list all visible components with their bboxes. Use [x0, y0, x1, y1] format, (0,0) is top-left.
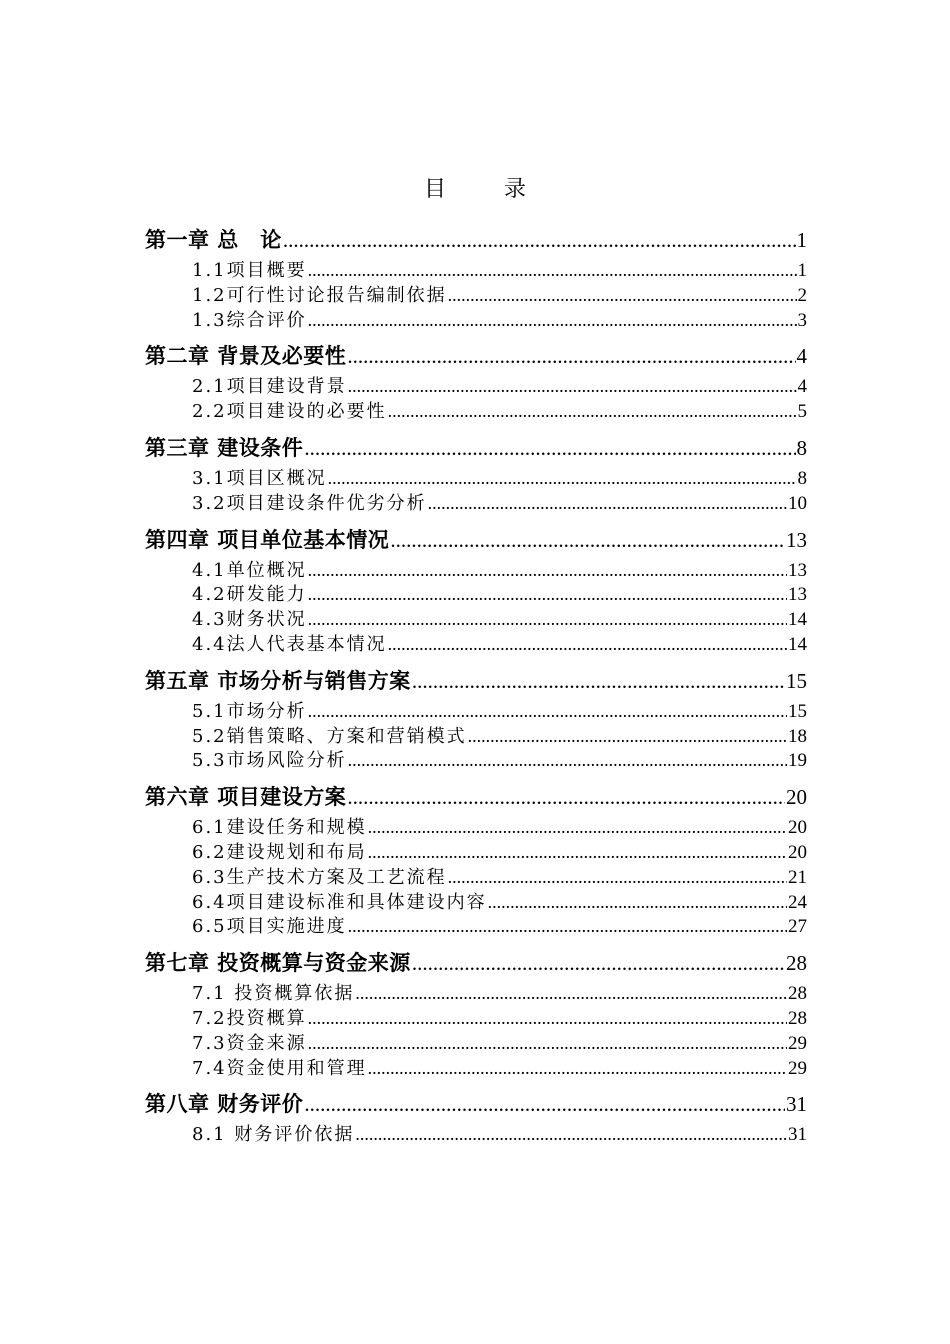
toc-chapter-entry-page-number: 20 — [786, 785, 807, 810]
toc-chapter-entry-page-number: 1 — [796, 228, 807, 252]
dot-leader — [308, 582, 787, 607]
dot-leader — [304, 1087, 785, 1122]
toc-section-entry-page-number: 27 — [788, 916, 807, 938]
toc-section-entry-label: 2.1项目建设背景 — [192, 376, 347, 398]
toc-chapter-entry-label: 第二章 背景及必要性 — [145, 344, 347, 369]
toc-section-entry-page-number: 3 — [797, 309, 807, 331]
toc-section-entry[interactable] — [145, 607, 807, 632]
toc-section-entry-label: 6.4项目建设标准和具体建设内容 — [192, 891, 487, 913]
dot-leader — [448, 283, 797, 308]
toc-section-entry-label: 6.1建设任务和规模 — [192, 817, 367, 839]
toc-section-entry-page-number: 1 — [797, 260, 807, 281]
toc-section-entry[interactable] — [145, 308, 807, 333]
toc-section-entry[interactable] — [145, 558, 807, 583]
toc-section-entry-label: 5.1市场分析 — [192, 700, 307, 722]
dot-leader — [355, 1122, 787, 1147]
toc-section-entry-page-number: 19 — [788, 750, 807, 772]
dot-leader — [488, 890, 787, 915]
toc-section-entry[interactable] — [145, 1006, 807, 1031]
toc-chapter-entry-label: 第三章 建设条件 — [145, 435, 304, 460]
toc-chapter-entry[interactable] — [145, 523, 807, 558]
dot-leader — [348, 914, 787, 939]
toc-section-entry-label: 4.3财务状况 — [192, 609, 307, 631]
toc-section-entry[interactable] — [145, 890, 807, 915]
toc-section-entry-label: 1.1项目概要 — [192, 260, 307, 281]
toc-section-entry-page-number: 10 — [788, 492, 807, 514]
toc-chapter-entry-page-number: 8 — [796, 435, 807, 460]
toc-section-entry[interactable] — [145, 582, 807, 607]
toc-section-entry-page-number: 29 — [788, 1057, 807, 1079]
toc-section-entry-label: 3.1项目区概况 — [192, 467, 327, 489]
dot-leader — [304, 431, 795, 466]
toc-chapter-entry-label: 第五章 市场分析与销售方案 — [145, 668, 411, 693]
toc-chapter-entry-page-number: 15 — [786, 668, 807, 693]
toc-section-entry-page-number: 14 — [788, 609, 807, 631]
dot-leader — [388, 632, 787, 657]
toc-section-entry-label: 3.2项目建设条件优劣分析 — [192, 492, 427, 514]
toc-chapter-entry-page-number: 13 — [786, 527, 807, 552]
toc-section-entry-page-number: 13 — [788, 584, 807, 606]
toc-section-entry[interactable] — [145, 283, 807, 308]
table-of-contents — [145, 220, 807, 1147]
toc-section-entry-page-number: 31 — [788, 1124, 807, 1146]
dot-leader — [428, 491, 787, 516]
toc-chapter-entry-label: 第一章 总 论 — [145, 228, 282, 252]
toc-section-entry-page-number: 4 — [797, 376, 807, 398]
toc-section-entry-label: 7.3资金来源 — [192, 1032, 307, 1054]
toc-chapter-entry[interactable] — [145, 780, 807, 815]
toc-chapter-entry-label: 第六章 项目建设方案 — [145, 785, 347, 810]
dot-leader — [388, 399, 797, 424]
toc-section-entry-label: 5.2销售策略、方案和营销模式 — [192, 725, 467, 747]
toc-section-entry-label: 1.2可行性讨论报告编制依据 — [192, 284, 447, 306]
toc-section-entry[interactable] — [145, 1122, 807, 1147]
toc-section-entry-label: 6.3生产技术方案及工艺流程 — [192, 866, 447, 888]
dot-leader — [347, 339, 795, 374]
toc-section-entry[interactable] — [145, 258, 807, 283]
toc-section-entry[interactable] — [145, 1056, 807, 1081]
toc-section-entry[interactable] — [145, 1031, 807, 1056]
toc-section-entry[interactable] — [145, 748, 807, 773]
toc-chapter-entry-page-number: 28 — [786, 951, 807, 976]
dot-leader — [347, 780, 785, 815]
dot-leader — [390, 523, 785, 558]
toc-section-entry-label: 1.3综合评价 — [192, 309, 307, 331]
toc-section-entry[interactable] — [145, 399, 807, 424]
toc-chapter-entry-label: 第四章 项目单位基本情况 — [145, 527, 390, 552]
toc-section-entry-label: 7.4资金使用和管理 — [192, 1057, 367, 1079]
toc-section-entry-label: 4.1单位概况 — [192, 559, 307, 581]
dot-leader — [308, 308, 797, 333]
toc-section-entry[interactable] — [145, 865, 807, 890]
dot-leader — [448, 865, 787, 890]
toc-chapter-entry-label: 第七章 投资概算与资金来源 — [145, 951, 411, 976]
toc-section-entry-page-number: 21 — [788, 866, 807, 888]
dot-leader — [412, 664, 785, 699]
toc-section-entry-page-number: 15 — [788, 700, 807, 722]
toc-section-entry-page-number: 28 — [788, 983, 807, 1005]
dot-leader — [355, 981, 787, 1006]
dot-leader — [368, 815, 787, 840]
toc-section-entry-page-number: 13 — [788, 559, 807, 581]
dot-leader — [308, 258, 797, 283]
toc-chapter-entry-label: 第八章 财务评价 — [145, 1092, 304, 1117]
dot-leader — [328, 466, 797, 491]
toc-section-entry-label: 2.2项目建设的必要性 — [192, 401, 387, 423]
toc-section-entry-page-number: 24 — [788, 891, 807, 913]
dot-leader — [348, 374, 797, 399]
toc-section-entry-label: 7.1 投资概算依据 — [192, 983, 355, 1005]
dot-leader — [348, 748, 787, 773]
dot-leader — [308, 1031, 787, 1056]
dot-leader — [368, 840, 787, 865]
toc-section-entry-page-number: 18 — [788, 725, 807, 747]
page-title: 目 录 — [423, 177, 544, 202]
toc-section-entry[interactable] — [145, 466, 807, 491]
dot-leader — [308, 699, 787, 724]
dot-leader — [412, 946, 785, 981]
toc-section-entry[interactable] — [145, 914, 807, 939]
toc-section-entry-page-number: 28 — [788, 1007, 807, 1029]
toc-chapter-entry[interactable] — [145, 431, 807, 466]
toc-chapter-entry[interactable] — [145, 946, 807, 981]
toc-chapter-entry[interactable] — [145, 664, 807, 699]
dot-leader — [283, 223, 796, 258]
toc-section-entry[interactable] — [145, 981, 807, 1006]
toc-section-entry[interactable] — [145, 374, 807, 399]
toc-chapter-entry-page-number: 4 — [796, 344, 807, 369]
toc-section-entry[interactable] — [145, 840, 807, 865]
dot-leader — [308, 607, 787, 632]
toc-section-entry-page-number: 29 — [788, 1032, 807, 1054]
toc-section-entry-label: 6.2建设规划和布局 — [192, 841, 367, 863]
toc-section-entry-page-number: 14 — [788, 633, 807, 655]
dot-leader — [308, 1006, 787, 1031]
toc-section-entry-label: 8.1 财务评价依据 — [192, 1124, 355, 1146]
toc-chapter-entry[interactable] — [145, 223, 807, 258]
dot-leader — [368, 1056, 787, 1081]
dot-leader — [468, 724, 787, 749]
toc-section-entry-label: 6.5项目实施进度 — [192, 916, 347, 938]
toc-section-entry-page-number: 8 — [797, 467, 807, 489]
toc-section-entry[interactable] — [145, 632, 807, 657]
toc-section-entry-page-number: 20 — [788, 817, 807, 839]
toc-section-entry-label: 7.2投资概算 — [192, 1007, 307, 1029]
toc-section-entry-label: 4.4法人代表基本情况 — [192, 633, 387, 655]
toc-section-entry-page-number: 5 — [797, 401, 807, 423]
toc-section-entry-page-number: 2 — [797, 284, 807, 306]
toc-section-entry[interactable] — [145, 724, 807, 749]
toc-section-entry-label: 4.2研发能力 — [192, 584, 307, 606]
toc-section-entry-label: 5.3市场风险分析 — [192, 750, 347, 772]
toc-section-entry[interactable] — [145, 815, 807, 840]
toc-chapter-entry-page-number: 31 — [786, 1092, 807, 1117]
toc-chapter-entry[interactable] — [145, 1087, 807, 1122]
toc-section-entry-page-number: 20 — [788, 841, 807, 863]
toc-chapter-entry[interactable] — [145, 339, 807, 374]
toc-section-entry[interactable] — [145, 491, 807, 516]
toc-section-entry[interactable] — [145, 699, 807, 724]
dot-leader — [308, 558, 787, 583]
